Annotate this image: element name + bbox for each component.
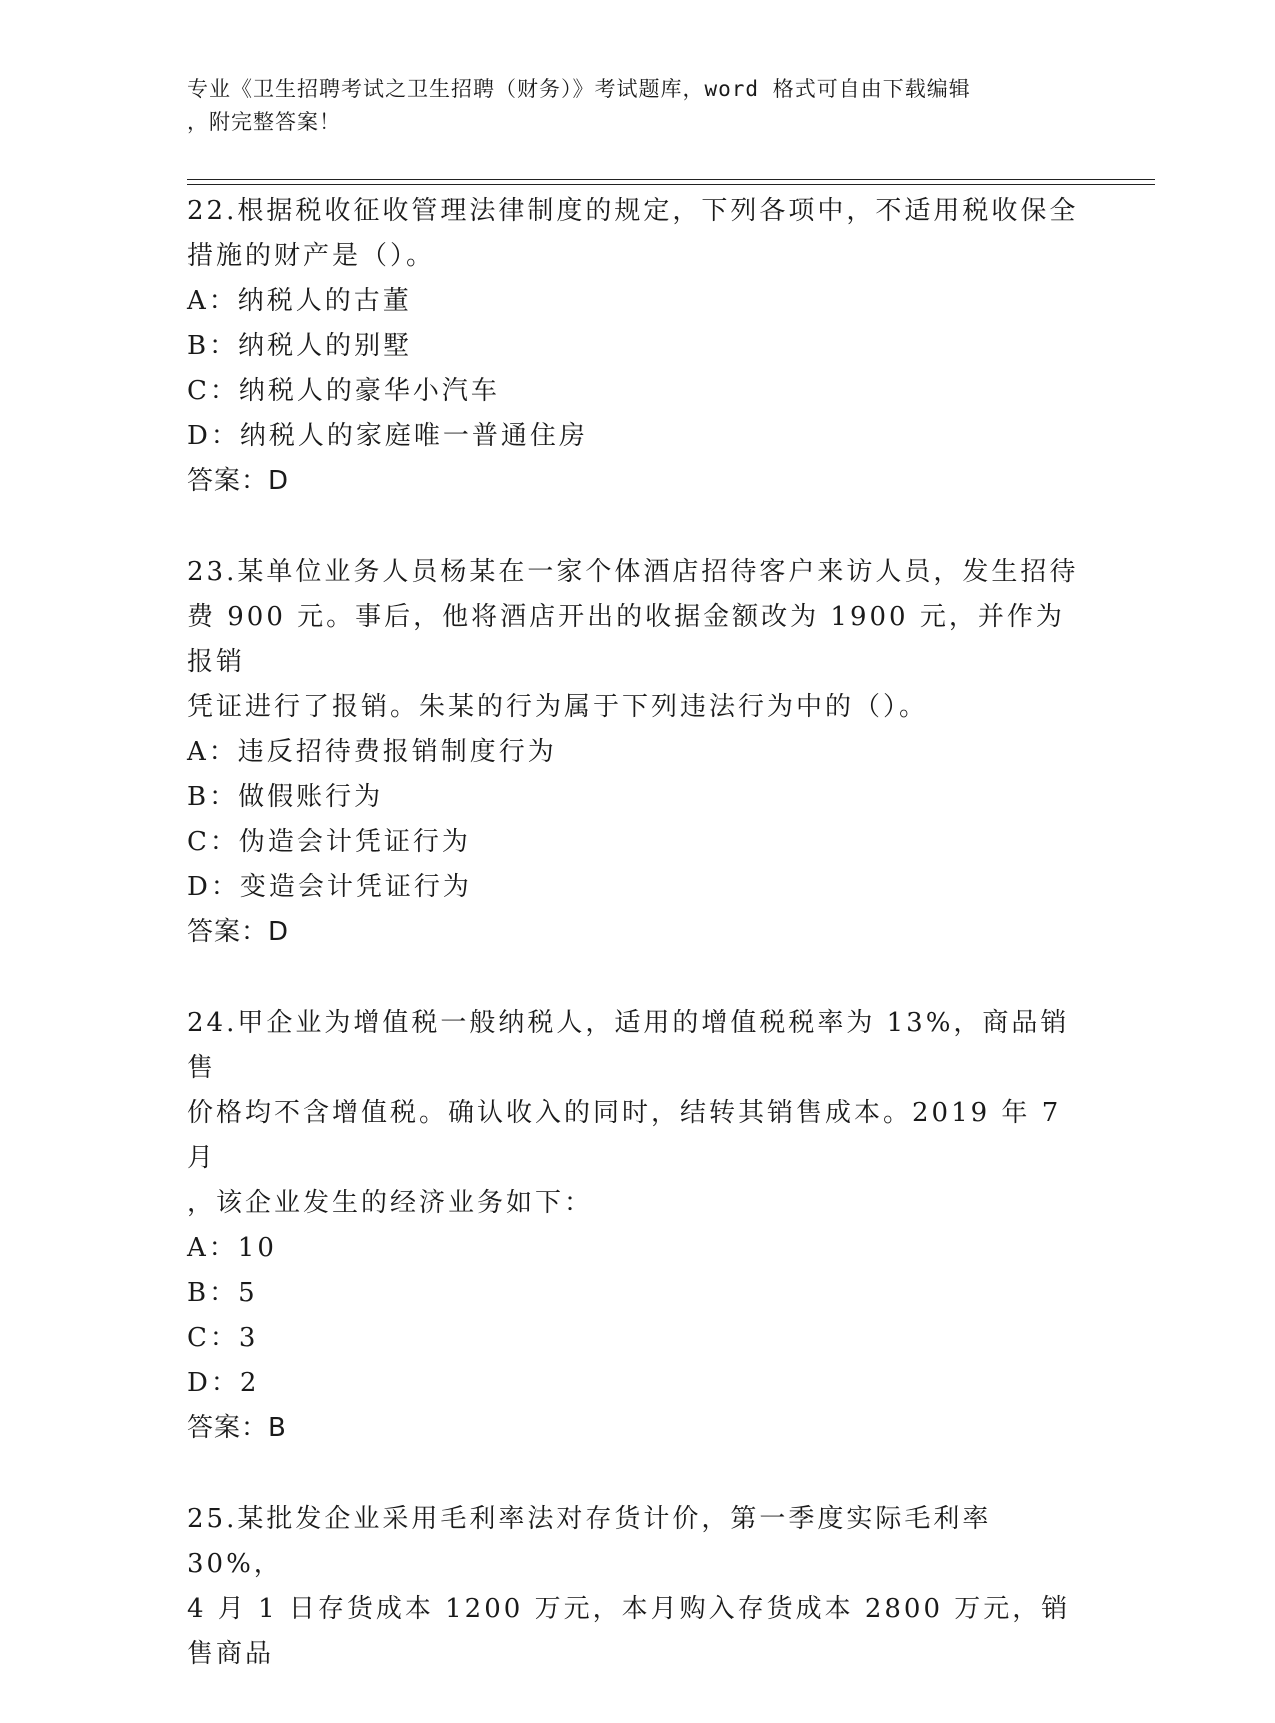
answer: 答案：B xyxy=(187,1413,287,1443)
question-stem-line: 费 900 元。事后，他将酒店开出的收据金额改为 1900 元，并作为报销 xyxy=(187,602,1065,677)
option-c: C：3 xyxy=(187,1323,259,1353)
question-stem-line: 4 月 1 日存货成本 1200 万元，本月购入存货成本 2800 万元，销售商品 xyxy=(187,1594,1071,1669)
option-a: A：纳税人的古董 xyxy=(187,286,412,316)
option-a: A：10 xyxy=(187,1233,277,1263)
option-d: D：变造会计凭证行为 xyxy=(187,872,472,902)
document-header xyxy=(187,73,1067,139)
header-divider-bottom xyxy=(187,184,1155,185)
option-b: B：纳税人的别墅 xyxy=(187,331,413,361)
question-list xyxy=(187,189,1087,1723)
question-stem-line: 价格均不含增值税。确认收入的同时，结转其销售成本。2019 年 7 月 xyxy=(187,1098,1062,1173)
option-a: A：违反招待费报销制度行为 xyxy=(187,737,557,767)
option-d: D：2 xyxy=(187,1368,260,1398)
option-c: C：纳税人的豪华小汽车 xyxy=(187,376,500,406)
question-stem-line: 24.甲企业为增值税一般纳税人，适用的增值税税率为 13%，商品销售 xyxy=(187,1008,1070,1083)
header-line-1: 专业《卫生招聘考试之卫生招聘（财务）》考试题库，word 格式可自由下载编辑 xyxy=(187,77,971,101)
question-24 xyxy=(187,1001,1087,1451)
question-25 xyxy=(187,1497,1087,1677)
question-stem-line: 25.某批发企业采用毛利率法对存货计价，第一季度实际毛利率 30%， xyxy=(187,1504,992,1579)
question-23 xyxy=(187,550,1087,955)
option-c: C：伪造会计凭证行为 xyxy=(187,827,471,857)
answer: 答案：D xyxy=(187,917,290,947)
option-b: B：做假账行为 xyxy=(187,782,384,812)
header-line-2: ，附完整答案！ xyxy=(187,110,341,134)
question-stem-line: 23.某单位业务人员杨某在一家个体酒店招待客户来访人员，发生招待 xyxy=(187,557,1079,587)
question-stem-line: 凭证进行了报销。朱某的行为属于下列违法行为中的（）。 xyxy=(187,692,929,722)
option-d: D：纳税人的家庭唯一普通住房 xyxy=(187,421,588,451)
question-22 xyxy=(187,189,1087,504)
question-stem-line: 措施的财产是（）。 xyxy=(187,241,436,271)
question-stem-line: ，该企业发生的经济业务如下： xyxy=(187,1188,594,1218)
header-divider-top xyxy=(187,179,1155,180)
question-stem-line: 22.根据税收征收管理法律制度的规定，下列各项中，不适用税收保全 xyxy=(187,196,1079,226)
answer: 答案：D xyxy=(187,466,290,496)
option-b: B：5 xyxy=(187,1278,258,1308)
